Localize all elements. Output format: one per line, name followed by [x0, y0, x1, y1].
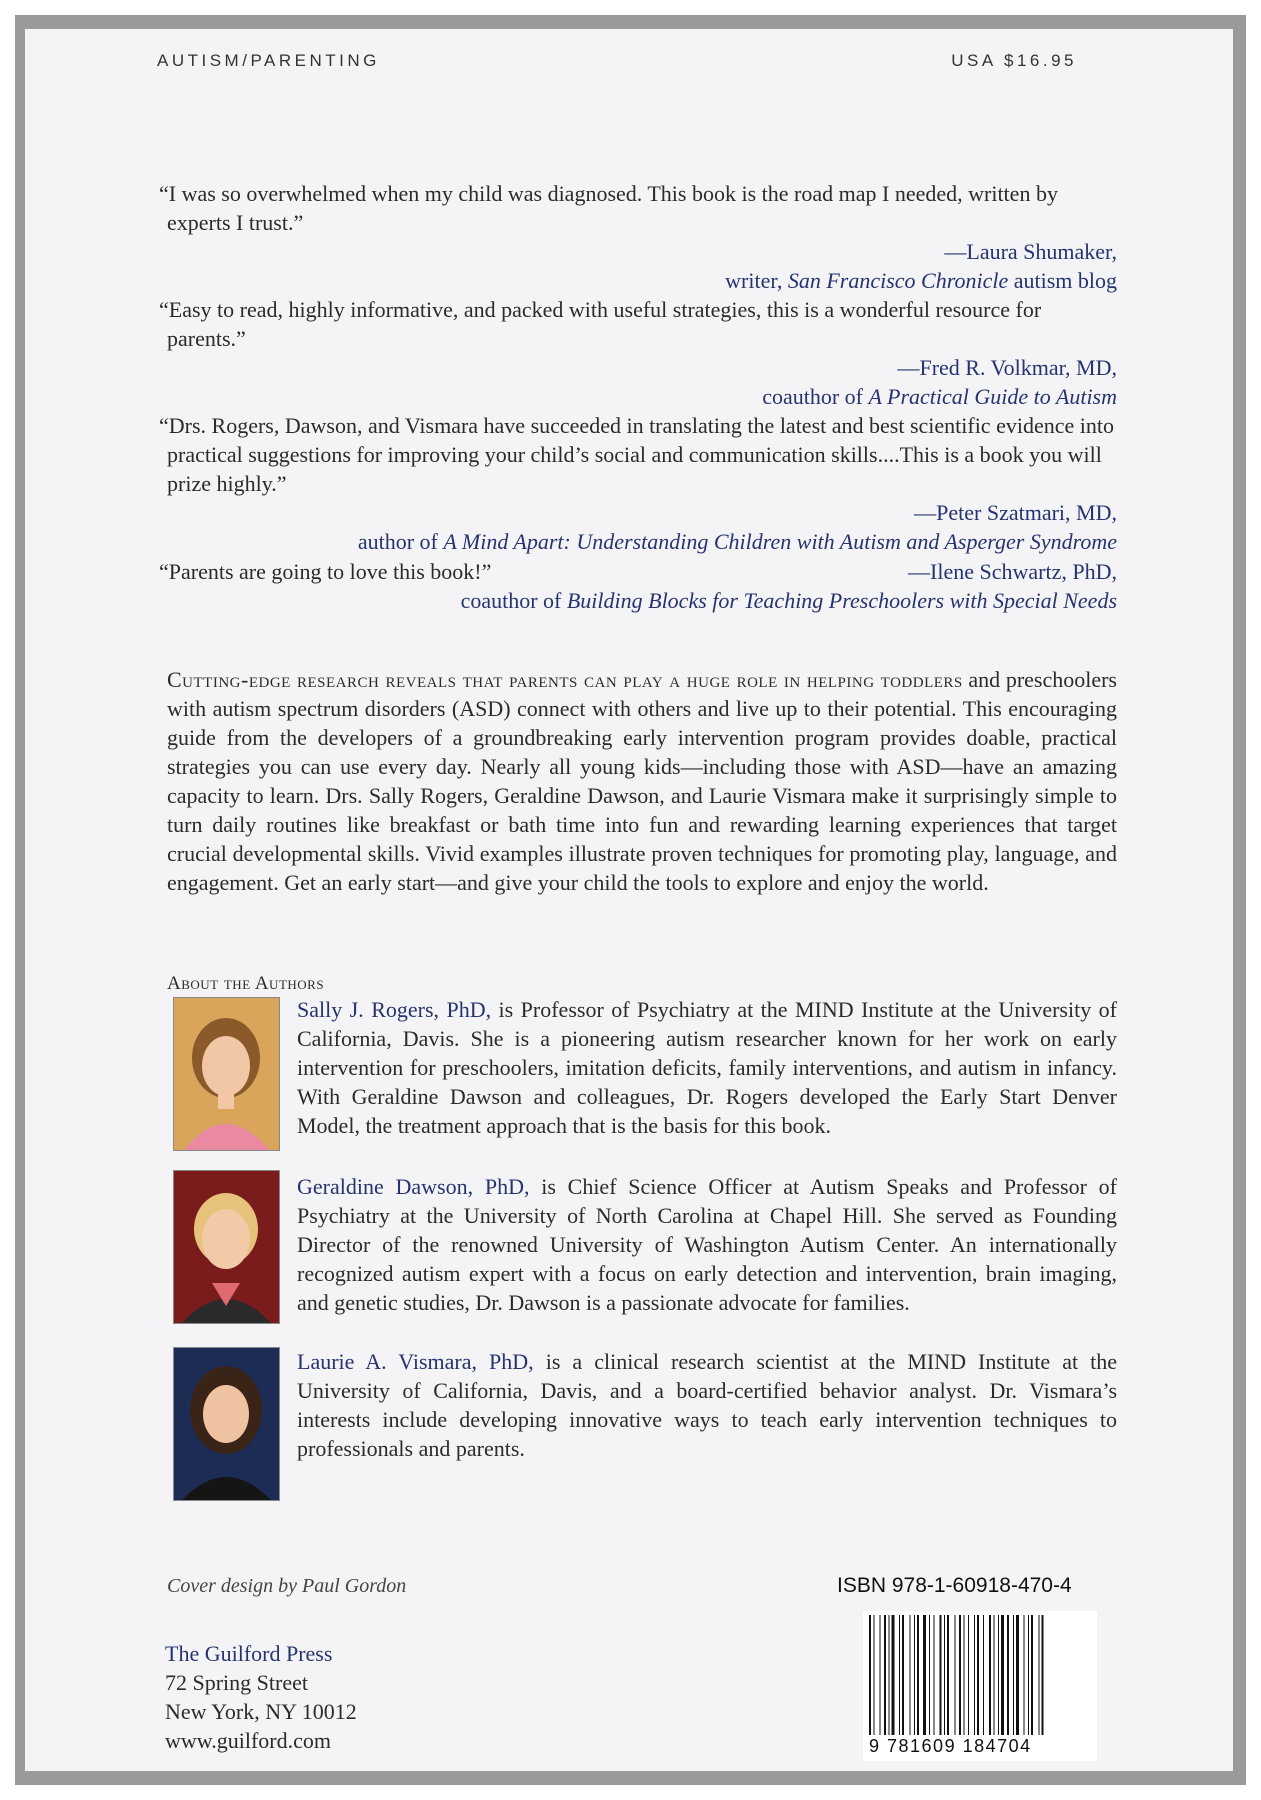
credential-prefix: coauthor of: [460, 588, 567, 613]
barcode-bar: [940, 1615, 942, 1735]
barcode-bar: [917, 1615, 919, 1735]
credential-prefix: writer,: [725, 268, 788, 293]
publisher-name: The Guilford Press: [165, 1641, 333, 1666]
barcode-bar: [968, 1615, 969, 1735]
quote-attribution: [167, 353, 1117, 411]
price-label: USA $16.95: [951, 51, 1077, 70]
author-description: is Chief Science Officer at Autism Speaks and Professor of Psychiatry at the University of North Carolina at Chapel Hill. She served as Founding Director of the renowned University of Washington Autism Center. An internationally recognized autism expert with a focus on early detection and intervention, brain imaging, and genetic studies, Dr. Dawson is a passionate advocate for families.: [297, 1174, 1117, 1315]
quote-text: “Drs. Rogers, Dawson, and Vismara have succeeded in translating the latest and best scientific evidence into practical suggestions for improving your child’s social and communication skills....This is a book you will prize highly.”: [159, 413, 1114, 496]
credential-title: A Mind Apart: Understanding Children with Autism and Asperger Syndrome: [443, 529, 1117, 554]
barcode-bar: [974, 1615, 975, 1735]
author-bio: [297, 1347, 1117, 1463]
barcode-bar: [889, 1615, 890, 1735]
barcode-bar: [923, 1615, 926, 1735]
quote-row: [159, 557, 1117, 586]
barcode-bar: [884, 1615, 886, 1735]
barcode-bar: [947, 1615, 949, 1735]
barcode-bar: [892, 1615, 895, 1735]
author-photo-vismara: [173, 1347, 280, 1501]
publisher-website: www.guilford.com: [165, 1728, 331, 1753]
portrait-illustration: [174, 1171, 279, 1323]
author-bio: [297, 1172, 1117, 1317]
author-description: is a clinical research scientist at the MIND Institute at the University of California, Davis, and a board-certified behavior analyst. Dr. Vismara’s interests include developing innovative ways to teach early intervention techniques to professionals and parents.: [297, 1349, 1117, 1461]
barcode-digits: 9 781609 184704: [869, 1736, 1032, 1756]
back-cover: [25, 29, 1233, 1771]
credential-title: A Practical Guide to Autism: [868, 384, 1117, 409]
quote-text: “I was so overwhelmed when my child was diagnosed. This book is the road map I needed, written by experts I trust.”: [159, 181, 1058, 235]
endorsement-quote: [159, 179, 1117, 295]
barcode-bar: [994, 1615, 995, 1735]
barcode-bar: [1016, 1615, 1019, 1735]
publisher-street: 72 Spring Street: [165, 1670, 308, 1695]
quote-text: “Parents are going to love this book!”: [159, 559, 492, 584]
author-name: Geraldine Dawson, PhD,: [297, 1174, 530, 1199]
endorsement-quote: [159, 411, 1117, 556]
barcode-bar: [998, 1615, 999, 1735]
endorsement-quote: [159, 295, 1117, 411]
barcode-bar: [914, 1615, 915, 1735]
barcode-bar: [874, 1615, 875, 1735]
barcode-bar: [977, 1615, 979, 1735]
description-lead: Cutting-edge research reveals that parents can play a huge role in helping toddlers: [167, 667, 963, 692]
about-authors-heading: About the Authors: [167, 973, 325, 994]
barcode-bar: [989, 1615, 991, 1735]
author-photo-rogers: [173, 997, 280, 1151]
portrait-illustration: [174, 1348, 279, 1500]
publisher-block: [165, 1639, 357, 1755]
quote-credential: [167, 527, 1117, 556]
barcode-bar: [929, 1615, 930, 1735]
barcode-bar: [934, 1615, 935, 1735]
quote-attribution: [167, 498, 1117, 556]
quote-attribution: [167, 237, 1117, 295]
author-photo-dawson: [173, 1170, 280, 1324]
quote-text: “Easy to read, highly informative, and packed with useful strategies, this is a wonderful resource for parents.”: [159, 297, 1042, 351]
barcode-bar: [899, 1615, 900, 1735]
barcode-bar: [902, 1615, 904, 1735]
barcode-bar: [1024, 1615, 1025, 1735]
barcode-bar: [1007, 1615, 1009, 1735]
quote-author: —Peter Szatmari, MD,: [914, 500, 1117, 525]
barcode-bar: [880, 1615, 881, 1735]
category-label: AUTISM/PARENTING: [157, 51, 380, 70]
isbn-label: ISBN 978-1-60918-470-4: [837, 1574, 1072, 1597]
barcode-bar: [1028, 1615, 1029, 1735]
author-name: Sally J. Rogers, PhD,: [297, 997, 492, 1022]
barcode-bar: [944, 1615, 945, 1735]
quote-credential: [167, 586, 1117, 615]
portrait-illustration: [174, 998, 279, 1150]
publisher-city: New York, NY 10012: [165, 1699, 357, 1724]
barcode-bar: [869, 1615, 871, 1735]
barcode-bar: [1001, 1615, 1004, 1735]
quote-credential: [167, 382, 1117, 411]
barcode-bar: [955, 1615, 956, 1735]
barcode-bar: [964, 1615, 965, 1735]
barcode-bar: [910, 1615, 911, 1735]
barcode-bar: [959, 1615, 961, 1735]
credential-title: San Francisco Chronicle: [787, 268, 1009, 293]
quote-author: —Laura Shumaker,: [944, 239, 1117, 264]
credential-suffix: autism blog: [1008, 268, 1117, 293]
credential-prefix: coauthor of: [762, 384, 869, 409]
book-description: [167, 665, 1117, 897]
credential-title: Building Blocks for Teaching Preschoolers with Special Needs: [566, 588, 1117, 613]
barcode-bar: [1042, 1615, 1044, 1735]
credential-prefix: author of: [357, 529, 444, 554]
quote-author: —Fred R. Volkmar, MD,: [897, 355, 1117, 380]
barcode-bar: [1013, 1615, 1014, 1735]
endorsement-quote: [159, 557, 1117, 615]
author-name: Laurie A. Vismara, PhD,: [297, 1349, 534, 1374]
barcode-bar: [1031, 1615, 1033, 1735]
quote-credential: [167, 266, 1117, 295]
description-body: and preschoolers with autism spectrum disorders (ASD) connect with others and live up to their potential. This encouraging guide from the developers of a groundbreaking early intervention program provides doable, practical strategies you can use every day. Nearly all young kids—including those with ASD—have an amazing capacity to learn. Drs. Sally Rogers, Geraldine Dawson, and Laurie Vismara make it surprisingly simple to turn daily routines like breakfast or bath time into fun and rewarding learning experiences that target crucial developmental skills. Vivid examples illustrate proven techniques for promoting play, language, and engagement. Get an early start—and give your child the tools to explore and enjoy the world.: [167, 667, 1117, 895]
author-bio: [297, 995, 1117, 1140]
author-description: is Professor of Psychiatry at the MIND Institute at the University of California, Davis. She is a pioneering autism researcher known for her work on early intervention for preschoolers, imitation deficits, family interventions, and autism in infancy. With Geraldine Dawson and colleagues, Dr. Rogers developed the Early Start Denver Model, the treatment approach that is the basis for this book.: [297, 997, 1117, 1138]
barcode-bar: [983, 1615, 984, 1735]
barcode-bar: [1039, 1615, 1040, 1735]
cover-design-credit: Cover design by Paul Gordon: [167, 1575, 407, 1597]
quote-author: —Ilene Schwartz, PhD,: [908, 559, 1117, 584]
